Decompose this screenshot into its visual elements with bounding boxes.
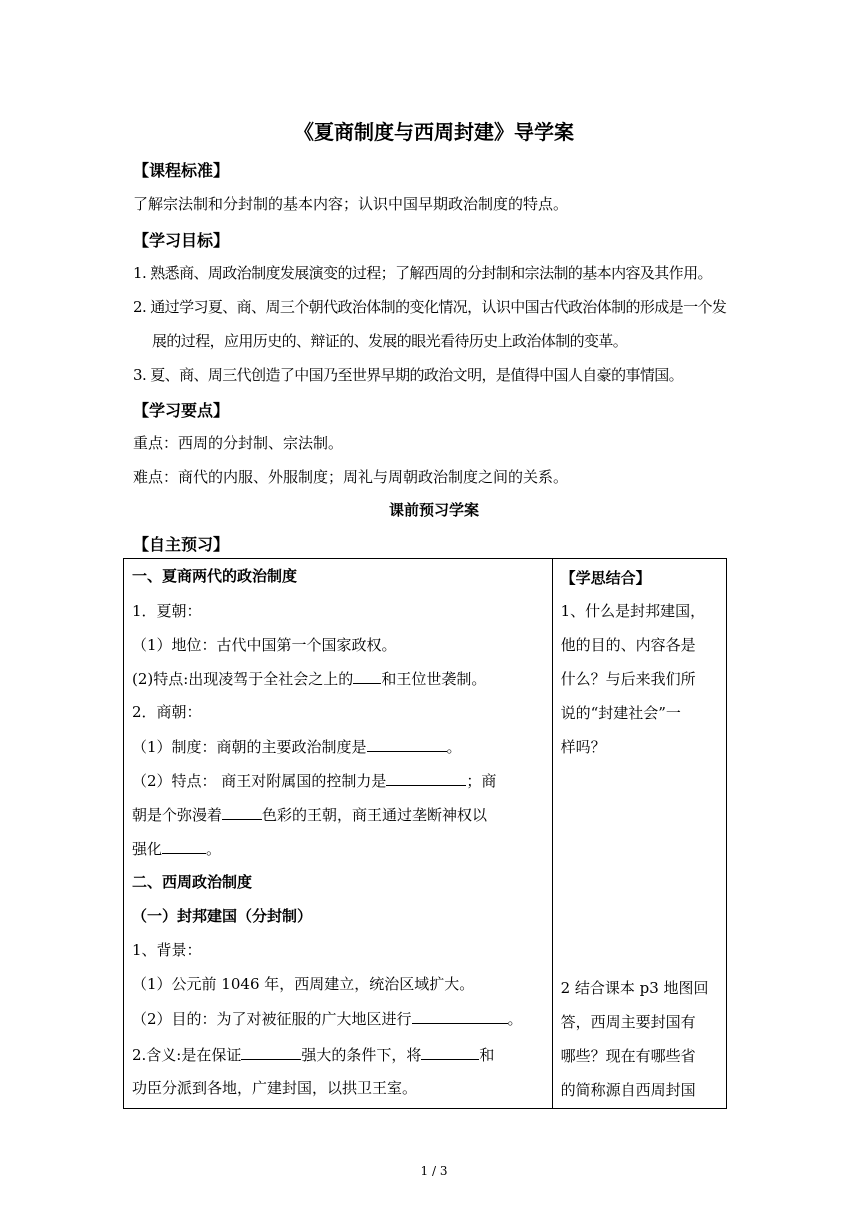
document-title: 《夏商制度与西周封建》导学案: [294, 120, 574, 144]
question-line: 说的“封建社会”一: [560, 704, 681, 722]
study-content-cell: [124, 559, 553, 1109]
fill-blank[interactable]: [421, 1043, 479, 1060]
key-point-difficulty: 难点：商代的内服、外服制度；周礼与周朝政治制度之间的关系。: [133, 468, 569, 486]
fill-blank[interactable]: [353, 667, 381, 684]
text-fragment: 色彩的王朝，商王通过垄断神权以: [262, 806, 488, 824]
shang-system-line: [132, 735, 462, 757]
text-fragment: 2.含义:是在保证: [132, 1046, 242, 1064]
question-line: 的简称源自西周封国: [560, 1081, 696, 1099]
shang-feature-line: [132, 837, 221, 859]
definition-line: 功臣分派到各地，广建封国，以拱卫王室。: [132, 1079, 418, 1097]
fill-blank[interactable]: [241, 1043, 301, 1060]
text-fragment: 朝是个弥漫着: [132, 806, 223, 824]
text-fragment: 和王位世袭制。: [381, 670, 487, 688]
text-fragment: 。: [507, 1010, 523, 1028]
text-fragment: 强化: [132, 840, 163, 858]
background-item: （1）公元前 1046 年，西周建立，统治区域扩大。: [132, 975, 475, 993]
subsection-heading-enfeoffment: （一）封邦建国（分封制）: [132, 907, 313, 925]
curriculum-standard-text: 了解宗法制和分封制的基本内容；认识中国早期政治制度的特点。: [133, 195, 569, 213]
learning-goals-heading: 【学习目标】: [133, 231, 230, 250]
key-points-heading: 【学习要点】: [133, 401, 230, 420]
xia-status: （1）地位：古代中国第一个国家政权。: [132, 636, 397, 654]
definition-line: [132, 1043, 494, 1065]
question-line: 答，西周主要封国有: [560, 1013, 696, 1031]
question-line: 什么？与后来我们所: [560, 670, 696, 688]
learning-goal-item: 1. 熟悉商、周政治制度发展演变的过程；了解西周的分封制和宗法制的基本内容及其作用。: [133, 264, 712, 282]
study-think-heading: 【学思结合】: [560, 569, 651, 587]
purpose-line: [132, 1007, 523, 1029]
text-fragment: (2)特点:出现凌驾于全社会之上的: [132, 670, 354, 688]
text-fragment: 强大的条件下，将: [301, 1046, 422, 1064]
fill-blank[interactable]: [386, 769, 466, 786]
section-heading-western-zhou: 二、西周政治制度: [132, 873, 253, 891]
learning-goal-item: 展的过程，应用历史的、辩证的、发展的眼光看待历史上政治体制的变革。: [152, 332, 628, 350]
text-fragment: （2）特点： 商王对附属国的控制力是: [132, 772, 387, 790]
text-fragment: 。: [446, 738, 462, 756]
learning-goal-item: 3. 夏、商、周三代创造了中国乃至世界早期的政治文明，是值得中国人自豪的事情国。: [133, 366, 684, 384]
question-line: 哪些？现在有哪些省: [560, 1047, 696, 1065]
shang-label: 2．商朝：: [132, 703, 202, 721]
preview-table: [123, 558, 727, 1109]
self-study-heading: 【自主预习】: [133, 535, 230, 554]
preview-section-title: 课前预习学案: [388, 501, 479, 519]
text-fragment: （1）制度：商朝的主要政治制度是: [132, 738, 367, 756]
question-line: 2 结合课本 p3 地图回: [560, 979, 709, 997]
fill-blank[interactable]: [412, 1007, 508, 1024]
text-fragment: 。: [206, 840, 222, 858]
question-line: 他的目的、内容各是: [560, 636, 696, 654]
text-fragment: 和: [479, 1046, 495, 1064]
question-line: 1、什么是封邦建国，: [560, 602, 706, 620]
shang-feature-line: [132, 803, 487, 825]
key-point-focus: 重点：西周的分封制、宗法制。: [133, 434, 344, 452]
background-label: 1、背景：: [132, 941, 202, 959]
study-notes-cell: [552, 559, 726, 1109]
shang-feature-line: [132, 769, 496, 791]
page-number: 1 / 3: [420, 1164, 448, 1178]
xia-feature-line: [132, 667, 486, 689]
section-heading-xia-shang: 一、夏商两代的政治制度: [132, 567, 298, 585]
fill-blank[interactable]: [367, 735, 447, 752]
text-fragment: ；商: [466, 772, 497, 790]
text-fragment: （2）目的：为了对被征服的广大地区进行: [132, 1010, 412, 1028]
learning-goal-item: 2. 通过学习夏、商、周三个朝代政治体制的变化情况，认识中国古代政治体制的形成是一个发: [133, 298, 727, 316]
question-line: 样吗？: [560, 738, 606, 756]
curriculum-standard-heading: 【课程标准】: [133, 161, 230, 180]
fill-blank[interactable]: [162, 837, 206, 854]
fill-blank[interactable]: [222, 803, 262, 820]
xia-label: 1．夏朝：: [132, 602, 202, 620]
